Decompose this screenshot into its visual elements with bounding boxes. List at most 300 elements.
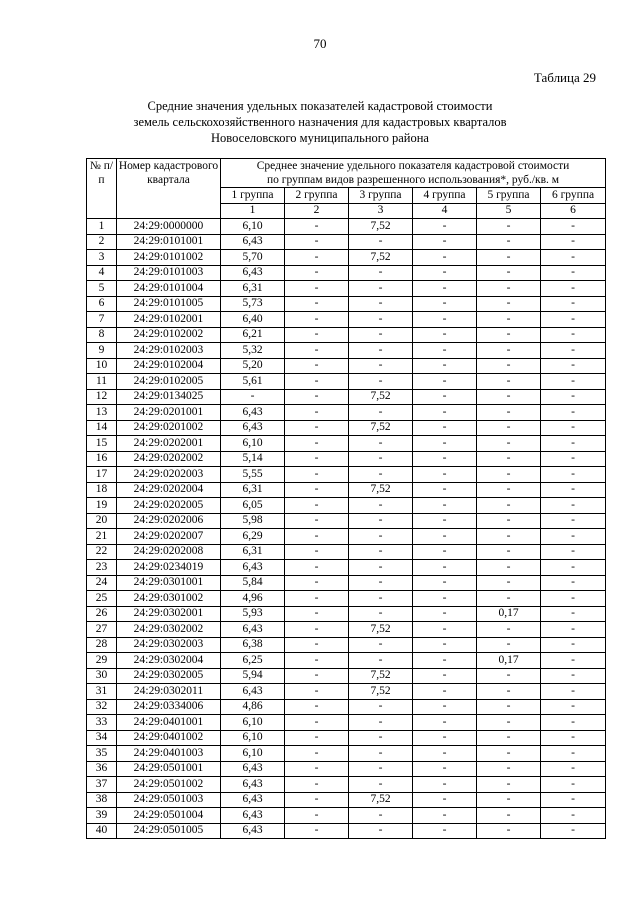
group-4-value: - <box>413 637 477 653</box>
group-6-value: - <box>541 699 606 715</box>
group-2-value: - <box>285 389 349 405</box>
table-row <box>87 234 606 250</box>
table-row <box>87 777 606 793</box>
group-1-value: 6,21 <box>221 327 285 343</box>
header-group-5: 5 группа <box>477 188 541 204</box>
cadastral-number: 24:29:0401002 <box>117 730 221 746</box>
table-row <box>87 544 606 560</box>
group-3-value: - <box>349 730 413 746</box>
col-number-5: 5 <box>477 203 541 219</box>
col-number-6: 6 <box>541 203 606 219</box>
group-3-value: - <box>349 777 413 793</box>
group-3-value: - <box>349 358 413 374</box>
group-1-value: 6,43 <box>221 823 285 839</box>
group-5-value: - <box>477 699 541 715</box>
header-group-4: 4 группа <box>413 188 477 204</box>
table-row <box>87 405 606 421</box>
table-row <box>87 715 606 731</box>
table-row <box>87 792 606 808</box>
row-number: 40 <box>87 823 117 839</box>
group-6-value: - <box>541 792 606 808</box>
group-6-value: - <box>541 513 606 529</box>
row-number: 38 <box>87 792 117 808</box>
group-5-value: - <box>477 436 541 452</box>
group-4-value: - <box>413 219 477 235</box>
table-row <box>87 451 606 467</box>
row-number: 17 <box>87 467 117 483</box>
group-1-value: 5,14 <box>221 451 285 467</box>
group-6-value: - <box>541 420 606 436</box>
group-4-value: - <box>413 265 477 281</box>
group-6-value: - <box>541 265 606 281</box>
group-5-value: - <box>477 823 541 839</box>
group-4-value: - <box>413 281 477 297</box>
group-6-value: - <box>541 575 606 591</box>
group-1-value: 5,93 <box>221 606 285 622</box>
group-3-value: - <box>349 436 413 452</box>
group-2-value: - <box>285 668 349 684</box>
group-2-value: - <box>285 420 349 436</box>
group-1-value: 5,61 <box>221 374 285 390</box>
table-title <box>0 98 640 146</box>
group-4-value: - <box>413 513 477 529</box>
table-row <box>87 482 606 498</box>
group-5-value: - <box>477 482 541 498</box>
group-3-value: - <box>349 451 413 467</box>
cadastral-number: 24:29:0201001 <box>117 405 221 421</box>
group-5-value: 0,17 <box>477 606 541 622</box>
cadastral-number: 24:29:0202001 <box>117 436 221 452</box>
group-4-value: - <box>413 622 477 638</box>
row-number: 12 <box>87 389 117 405</box>
cadastral-number: 24:29:0101001 <box>117 234 221 250</box>
cadastral-number: 24:29:0101002 <box>117 250 221 266</box>
group-3-value: - <box>349 808 413 824</box>
table-label: Таблица 29 <box>533 70 596 85</box>
group-3-value: 7,52 <box>349 792 413 808</box>
group-6-value: - <box>541 389 606 405</box>
group-4-value: - <box>413 544 477 560</box>
table-row <box>87 498 606 514</box>
cadastral-number: 24:29:0102002 <box>117 327 221 343</box>
row-number: 8 <box>87 327 117 343</box>
table-row <box>87 420 606 436</box>
group-2-value: - <box>285 653 349 669</box>
group-1-value: 5,94 <box>221 668 285 684</box>
group-5-value: 0,17 <box>477 653 541 669</box>
group-1-value: 6,43 <box>221 560 285 576</box>
col-number-2: 2 <box>285 203 349 219</box>
cadastral-number: 24:29:0401003 <box>117 746 221 762</box>
group-1-value: 6,43 <box>221 808 285 824</box>
group-2-value: - <box>285 436 349 452</box>
group-5-value: - <box>477 250 541 266</box>
cadastral-number: 24:29:0302003 <box>117 637 221 653</box>
group-2-value: - <box>285 808 349 824</box>
cadastral-number: 24:29:0202005 <box>117 498 221 514</box>
group-4-value: - <box>413 374 477 390</box>
group-1-value: 5,32 <box>221 343 285 359</box>
row-number: 14 <box>87 420 117 436</box>
row-number: 4 <box>87 265 117 281</box>
group-3-value: - <box>349 281 413 297</box>
group-3-value: - <box>349 823 413 839</box>
table-row <box>87 513 606 529</box>
group-5-value: - <box>477 715 541 731</box>
table-body <box>87 219 606 839</box>
row-number: 5 <box>87 281 117 297</box>
title-line-1: Средние значения удельных показателей кадастровой стоимости <box>147 99 493 113</box>
group-1-value: 6,43 <box>221 777 285 793</box>
group-2-value: - <box>285 637 349 653</box>
group-5-value: - <box>477 358 541 374</box>
cadastral-number: 24:29:0501003 <box>117 792 221 808</box>
group-5-value: - <box>477 219 541 235</box>
cadastral-number: 24:29:0202008 <box>117 544 221 560</box>
group-2-value: - <box>285 219 349 235</box>
col-number-3: 3 <box>349 203 413 219</box>
group-2-value: - <box>285 265 349 281</box>
cadastral-number: 24:29:0302011 <box>117 684 221 700</box>
group-6-value: - <box>541 405 606 421</box>
group-1-value: 6,25 <box>221 653 285 669</box>
group-6-value: - <box>541 482 606 498</box>
group-4-value: - <box>413 560 477 576</box>
group-2-value: - <box>285 374 349 390</box>
group-5-value: - <box>477 343 541 359</box>
group-2-value: - <box>285 327 349 343</box>
table-row <box>87 281 606 297</box>
header-average-line-1: Среднее значение удельного показателя кадастровой стоимости <box>256 160 570 172</box>
group-6-value: - <box>541 730 606 746</box>
group-4-value: - <box>413 482 477 498</box>
group-1-value: 6,10 <box>221 219 285 235</box>
group-1-value: 6,43 <box>221 405 285 421</box>
group-3-value: - <box>349 374 413 390</box>
group-5-value: - <box>477 312 541 328</box>
group-5-value: - <box>477 730 541 746</box>
group-4-value: - <box>413 343 477 359</box>
group-3-value: 7,52 <box>349 389 413 405</box>
group-2-value: - <box>285 606 349 622</box>
group-5-value: - <box>477 234 541 250</box>
cadastral-number: 24:29:0102004 <box>117 358 221 374</box>
group-6-value: - <box>541 234 606 250</box>
cadastral-number: 24:29:0101003 <box>117 265 221 281</box>
group-3-value: - <box>349 544 413 560</box>
group-1-value: 6,10 <box>221 715 285 731</box>
group-1-value: 6,43 <box>221 684 285 700</box>
group-6-value: - <box>541 622 606 638</box>
group-1-value: 6,38 <box>221 637 285 653</box>
cadastral-number: 24:29:0101004 <box>117 281 221 297</box>
cadastral-number: 24:29:0201002 <box>117 420 221 436</box>
group-6-value: - <box>541 544 606 560</box>
row-number: 36 <box>87 761 117 777</box>
cadastral-number: 24:29:0501001 <box>117 761 221 777</box>
group-5-value: - <box>477 777 541 793</box>
group-6-value: - <box>541 823 606 839</box>
group-5-value: - <box>477 761 541 777</box>
group-6-value: - <box>541 358 606 374</box>
group-6-value: - <box>541 606 606 622</box>
group-3-value: - <box>349 467 413 483</box>
col-number-1: 1 <box>221 203 285 219</box>
group-5-value: - <box>477 327 541 343</box>
table-row <box>87 653 606 669</box>
group-4-value: - <box>413 668 477 684</box>
table-row <box>87 374 606 390</box>
group-3-value: - <box>349 296 413 312</box>
cadastral-number: 24:29:0000000 <box>117 219 221 235</box>
table-row <box>87 746 606 762</box>
row-number: 24 <box>87 575 117 591</box>
group-1-value: 6,43 <box>221 265 285 281</box>
group-5-value: - <box>477 529 541 545</box>
table-row <box>87 467 606 483</box>
group-4-value: - <box>413 250 477 266</box>
group-6-value: - <box>541 808 606 824</box>
table-row <box>87 699 606 715</box>
row-number: 29 <box>87 653 117 669</box>
row-number: 19 <box>87 498 117 514</box>
group-1-value: 6,40 <box>221 312 285 328</box>
row-number: 13 <box>87 405 117 421</box>
group-2-value: - <box>285 544 349 560</box>
group-5-value: - <box>477 746 541 762</box>
group-2-value: - <box>285 591 349 607</box>
group-4-value: - <box>413 653 477 669</box>
group-6-value: - <box>541 343 606 359</box>
row-number: 35 <box>87 746 117 762</box>
group-5-value: - <box>477 451 541 467</box>
cadastral-number: 24:29:0334006 <box>117 699 221 715</box>
col-number-4: 4 <box>413 203 477 219</box>
group-4-value: - <box>413 792 477 808</box>
row-number: 33 <box>87 715 117 731</box>
group-3-value: 7,52 <box>349 622 413 638</box>
row-number: 2 <box>87 234 117 250</box>
table-row <box>87 591 606 607</box>
table-row <box>87 622 606 638</box>
row-number: 16 <box>87 451 117 467</box>
row-number: 30 <box>87 668 117 684</box>
group-4-value: - <box>413 730 477 746</box>
row-number: 6 <box>87 296 117 312</box>
group-1-value: 6,29 <box>221 529 285 545</box>
group-4-value: - <box>413 808 477 824</box>
group-3-value: - <box>349 653 413 669</box>
group-4-value: - <box>413 327 477 343</box>
group-2-value: - <box>285 730 349 746</box>
group-4-value: - <box>413 420 477 436</box>
group-2-value: - <box>285 823 349 839</box>
cadastral-value-table <box>86 158 606 839</box>
group-3-value: - <box>349 761 413 777</box>
group-2-value: - <box>285 312 349 328</box>
group-5-value: - <box>477 684 541 700</box>
cadastral-number: 24:29:0202002 <box>117 451 221 467</box>
group-5-value: - <box>477 792 541 808</box>
group-2-value: - <box>285 467 349 483</box>
group-3-value: 7,52 <box>349 219 413 235</box>
table-row <box>87 296 606 312</box>
group-1-value: 4,96 <box>221 591 285 607</box>
table-row <box>87 823 606 839</box>
group-6-value: - <box>541 746 606 762</box>
group-3-value: 7,52 <box>349 684 413 700</box>
row-number: 21 <box>87 529 117 545</box>
row-number: 7 <box>87 312 117 328</box>
group-6-value: - <box>541 296 606 312</box>
group-3-value: - <box>349 405 413 421</box>
group-4-value: - <box>413 715 477 731</box>
row-number: 1 <box>87 219 117 235</box>
group-2-value: - <box>285 498 349 514</box>
group-3-value: 7,52 <box>349 250 413 266</box>
group-3-value: - <box>349 234 413 250</box>
cadastral-number: 24:29:0102005 <box>117 374 221 390</box>
header-average-line-2: по группам видов разрешенного использования*, руб./кв. м <box>266 174 560 186</box>
group-4-value: - <box>413 823 477 839</box>
group-1-value: 6,10 <box>221 730 285 746</box>
header-group-1: 1 группа <box>221 188 285 204</box>
group-3-value: 7,52 <box>349 420 413 436</box>
group-4-value: - <box>413 498 477 514</box>
group-2-value: - <box>285 281 349 297</box>
group-4-value: - <box>413 684 477 700</box>
row-number: 26 <box>87 606 117 622</box>
table-row <box>87 684 606 700</box>
cadastral-number: 24:29:0202007 <box>117 529 221 545</box>
group-4-value: - <box>413 405 477 421</box>
group-1-value: 5,98 <box>221 513 285 529</box>
group-2-value: - <box>285 296 349 312</box>
group-1-value: 6,10 <box>221 746 285 762</box>
group-2-value: - <box>285 684 349 700</box>
group-1-value: 5,84 <box>221 575 285 591</box>
group-1-value: 5,73 <box>221 296 285 312</box>
cadastral-number: 24:29:0302002 <box>117 622 221 638</box>
group-2-value: - <box>285 699 349 715</box>
group-3-value: - <box>349 560 413 576</box>
group-6-value: - <box>541 591 606 607</box>
group-6-value: - <box>541 715 606 731</box>
group-1-value: 6,31 <box>221 482 285 498</box>
table-row <box>87 668 606 684</box>
cadastral-number: 24:29:0301002 <box>117 591 221 607</box>
group-4-value: - <box>413 699 477 715</box>
table-row <box>87 637 606 653</box>
group-5-value: - <box>477 420 541 436</box>
group-5-value: - <box>477 281 541 297</box>
group-6-value: - <box>541 684 606 700</box>
row-number: 3 <box>87 250 117 266</box>
row-number: 27 <box>87 622 117 638</box>
group-5-value: - <box>477 467 541 483</box>
group-3-value: - <box>349 312 413 328</box>
group-4-value: - <box>413 312 477 328</box>
row-number: 18 <box>87 482 117 498</box>
row-number: 10 <box>87 358 117 374</box>
group-6-value: - <box>541 498 606 514</box>
cadastral-number: 24:29:0302004 <box>117 653 221 669</box>
group-6-value: - <box>541 761 606 777</box>
table-row <box>87 808 606 824</box>
group-3-value: - <box>349 529 413 545</box>
row-number: 32 <box>87 699 117 715</box>
group-1-value: 6,31 <box>221 544 285 560</box>
group-2-value: - <box>285 560 349 576</box>
group-6-value: - <box>541 312 606 328</box>
header-group-2: 2 группа <box>285 188 349 204</box>
group-3-value: 7,52 <box>349 482 413 498</box>
row-number: 15 <box>87 436 117 452</box>
group-3-value: - <box>349 575 413 591</box>
group-1-value: 6,43 <box>221 420 285 436</box>
row-number: 23 <box>87 560 117 576</box>
group-6-value: - <box>541 560 606 576</box>
table-row <box>87 606 606 622</box>
group-2-value: - <box>285 715 349 731</box>
group-4-value: - <box>413 389 477 405</box>
table-row <box>87 560 606 576</box>
group-3-value: - <box>349 498 413 514</box>
cadastral-number: 24:29:0101005 <box>117 296 221 312</box>
group-1-value: - <box>221 389 285 405</box>
group-4-value: - <box>413 761 477 777</box>
group-5-value: - <box>477 265 541 281</box>
group-3-value: - <box>349 265 413 281</box>
group-2-value: - <box>285 622 349 638</box>
header-group-3: 3 группа <box>349 188 413 204</box>
group-4-value: - <box>413 529 477 545</box>
group-3-value: - <box>349 606 413 622</box>
group-6-value: - <box>541 467 606 483</box>
group-5-value: - <box>477 637 541 653</box>
group-2-value: - <box>285 761 349 777</box>
group-6-value: - <box>541 529 606 545</box>
group-1-value: 6,43 <box>221 761 285 777</box>
group-6-value: - <box>541 374 606 390</box>
group-2-value: - <box>285 250 349 266</box>
group-2-value: - <box>285 343 349 359</box>
group-5-value: - <box>477 374 541 390</box>
group-6-value: - <box>541 436 606 452</box>
cadastral-number: 24:29:0102001 <box>117 312 221 328</box>
group-4-value: - <box>413 451 477 467</box>
table-row <box>87 250 606 266</box>
group-2-value: - <box>285 529 349 545</box>
group-3-value: - <box>349 699 413 715</box>
header-group-6: 6 группа <box>541 188 606 204</box>
table-row <box>87 219 606 235</box>
table-row <box>87 327 606 343</box>
group-4-value: - <box>413 467 477 483</box>
row-number: 34 <box>87 730 117 746</box>
row-number: 37 <box>87 777 117 793</box>
row-number: 31 <box>87 684 117 700</box>
table-row <box>87 436 606 452</box>
group-4-value: - <box>413 575 477 591</box>
table-row <box>87 312 606 328</box>
table-row <box>87 761 606 777</box>
cadastral-number: 24:29:0202003 <box>117 467 221 483</box>
group-1-value: 5,70 <box>221 250 285 266</box>
group-6-value: - <box>541 777 606 793</box>
group-5-value: - <box>477 591 541 607</box>
group-6-value: - <box>541 250 606 266</box>
